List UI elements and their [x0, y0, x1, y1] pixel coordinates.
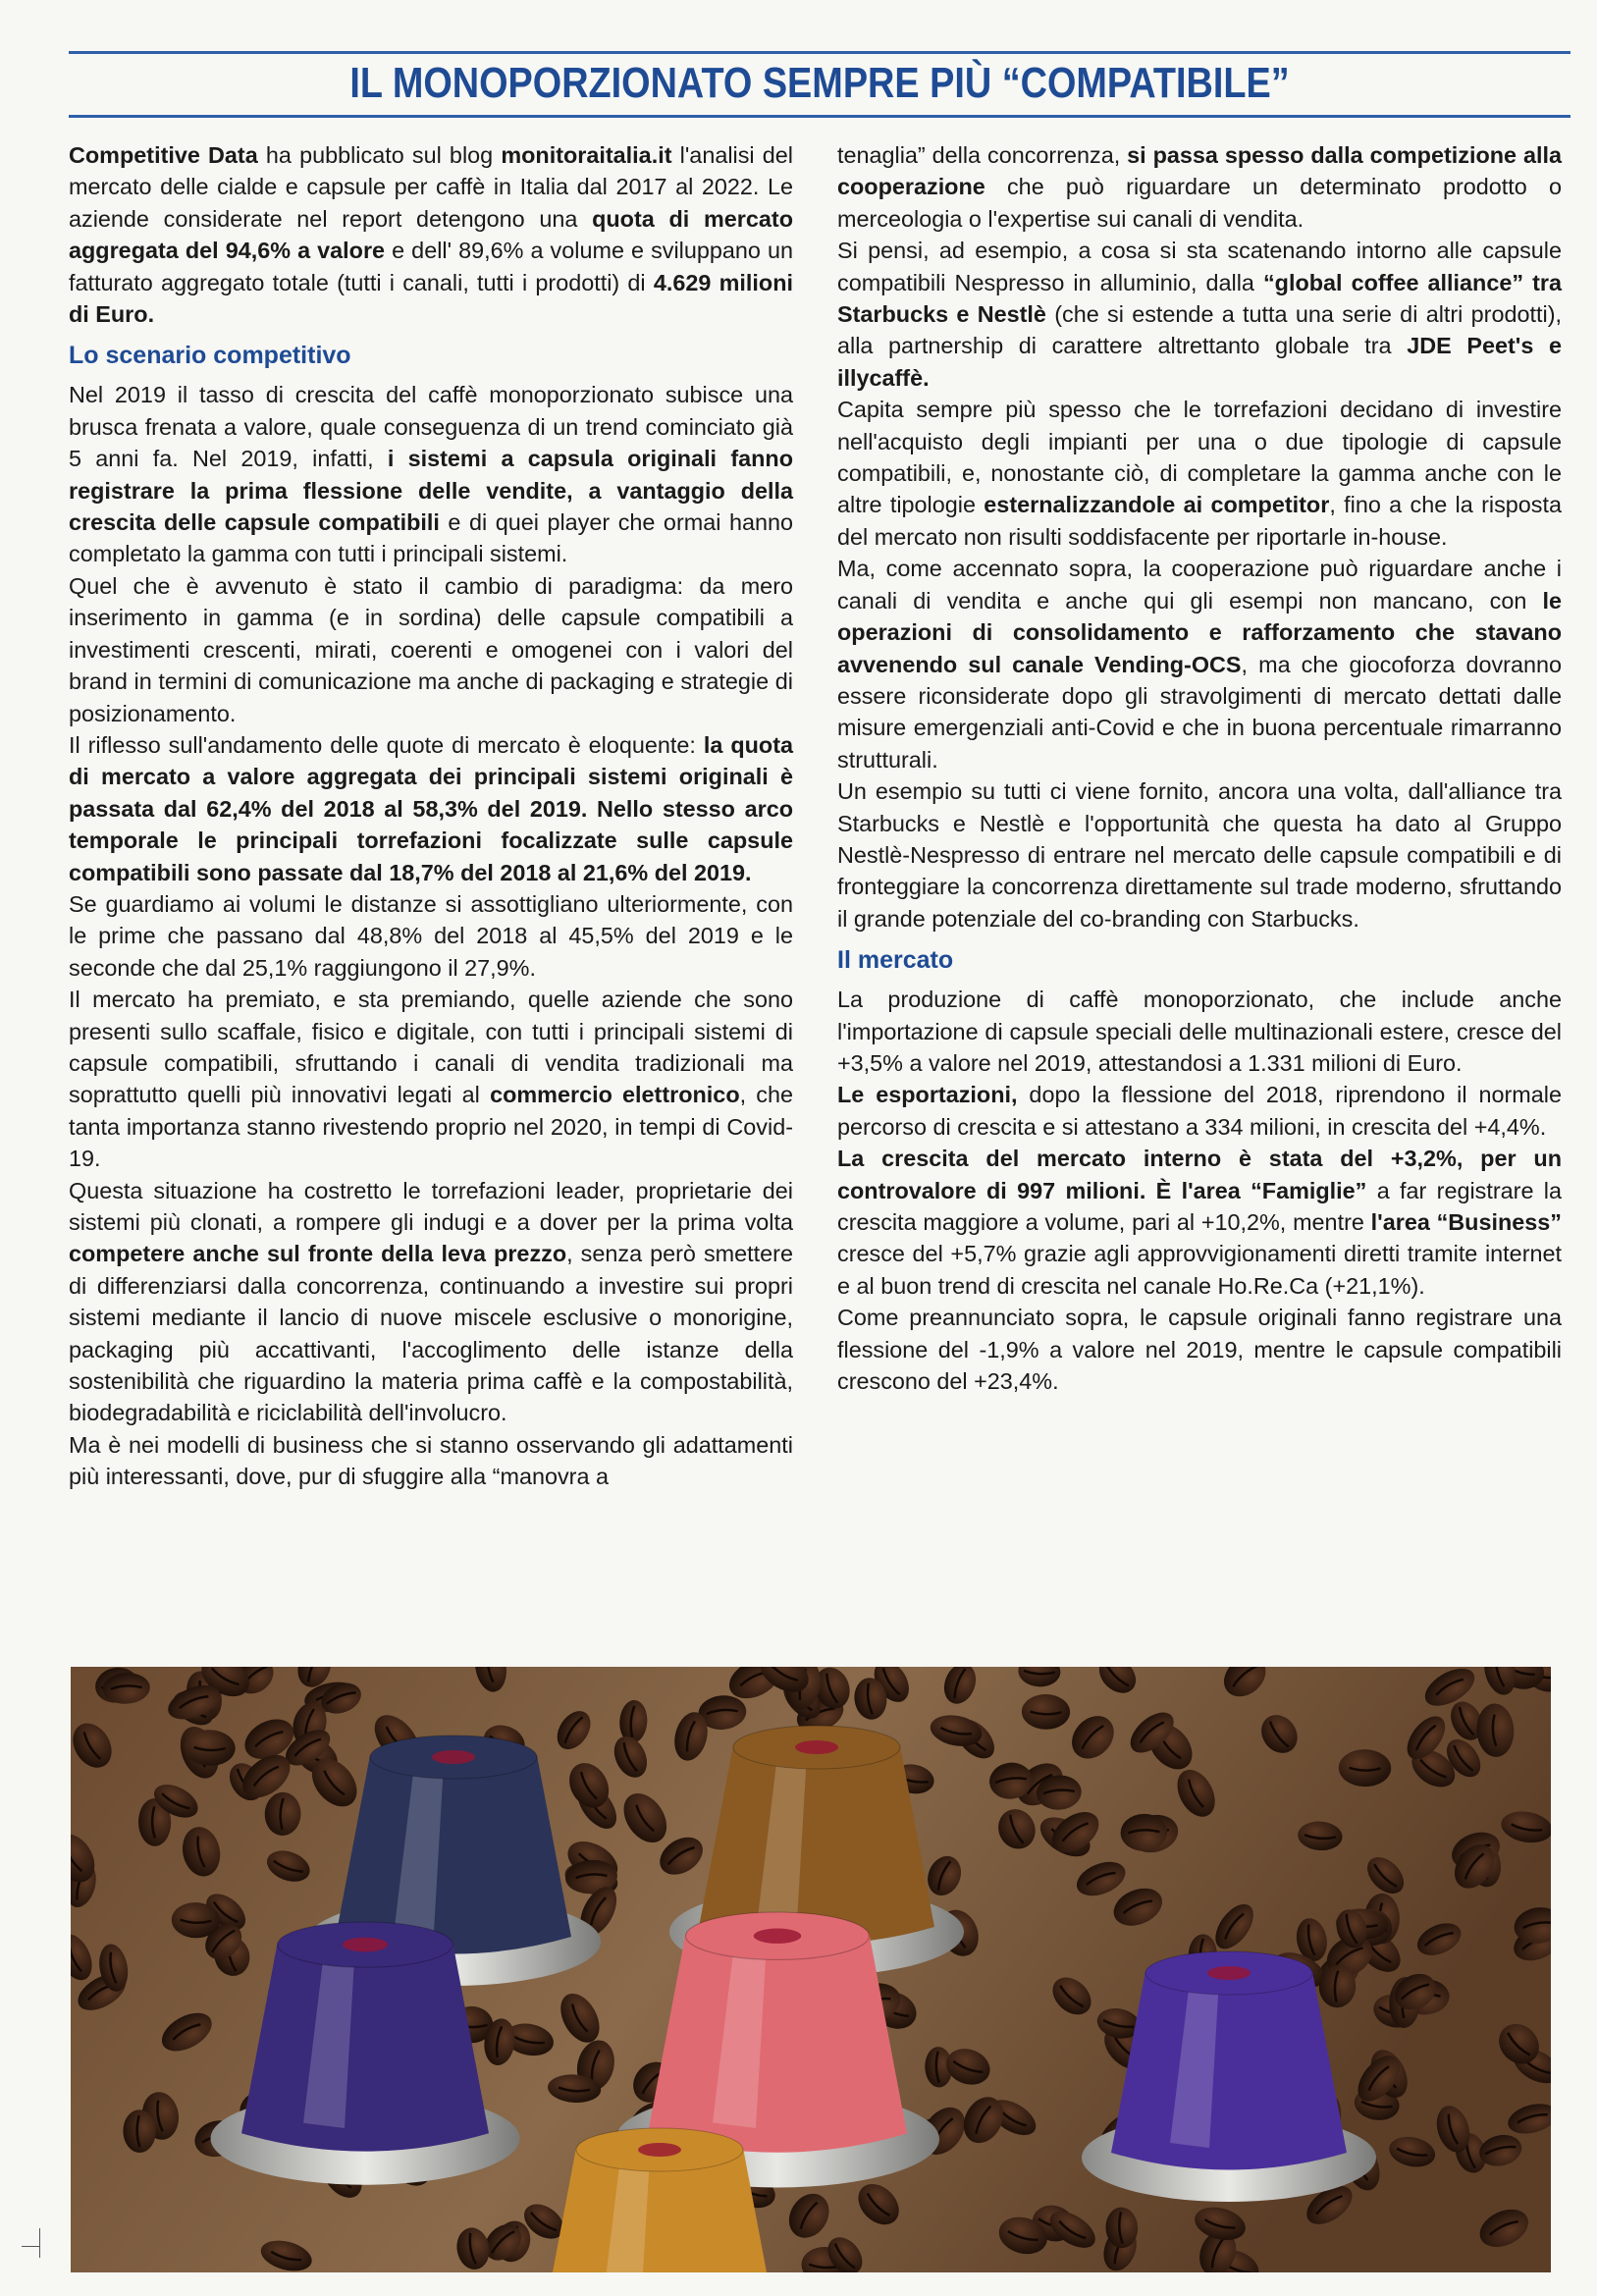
section-heading-scenario: Lo scenario competitivo — [69, 342, 351, 370]
paragraph: Capita sempre più spesso che le torrefazioni decidano di investire nell'acquisto degli impianti per una o due tipologie di capsule compatibili, e, nonostante ciò, di completare la gamma anche con le altre tipologie esternalizzandole ai competitor, fino a che la risposta del mercato non risulti soddisfacente per riportarle in-house. — [837, 397, 1562, 550]
paragraph: Nel 2019 il tasso di crescita del caffè monoporzionato subisce una brusca frenata a valore, quale conseguenza di un trend cominciato già 5 anni fa. Nel 2019, infatti, i sistemi a capsula originali fanno registrare la prima flessione delle vendite, a vantaggio della crescita delle capsule compatibili e di quei player che ormai hanno completato la gamma con tutti i principali sistemi. — [69, 382, 793, 567]
paragraph: Un esempio su tutti ci viene fornito, ancora una volta, dall'alliance tra Starbucks e Nestlè e l'opportunità che questa ha dato al Gruppo Nestlè-Nespresso di entrare nel mercato delle capsule compatibili e di fronteggiare la concorrenza direttamente sul trade moderno, sfruttando il grande potenziale del co-branding con Starbucks. — [837, 778, 1562, 932]
paragraph: Si pensi, ad esempio, a cosa si sta scatenando intorno alle capsule compatibili Nespresso in alluminio, dalla “global coffee alliance” tra Starbucks e Nestlè (che si estende a tutta una serie di altri prodotti), alla partnership di carattere altrettanto globale tra JDE Peet's e illycaffè. — [837, 238, 1562, 391]
article-title: IL MONOPORZIONATO SEMPRE PIÙ “COMPATIBILE” — [349, 59, 1290, 107]
paragraph: Quel che è avvenuto è stato il cambio di paradigma: da mero inserimento in gamma (e in sordina) delle capsule compatibili a investimenti crescenti, mirati, coerenti e omogenei con i valori del brand in termini di comunicazione ma anche di packaging e strategie di posizionamento. — [69, 572, 793, 726]
paragraph: La produzione di caffè monoporzionato, che include anche l'importazione di capsule speciali delle multinazionali estere, cresce del +3,5% a valore nel 2019, attestandosi a 1.331 milioni di Euro. — [837, 987, 1562, 1076]
paragraph: tenaglia” della concorrenza, si passa spesso dalla competizione alla cooperazione che può riguardare un determinato prodotto o merceologia o l'expertise sui canali di vendita. — [837, 142, 1562, 232]
coffee-capsules-photo — [71, 1667, 1551, 2272]
paragraph: Ma, come accennato sopra, la cooperazione può riguardare anche i canali di vendita e anche qui gli esempi non mancano, con le operazioni di consolidamento e rafforzamento che stavano avvenendo sul canale Vending-OCS, ma che giocoforza dovranno essere riconsiderate dopo gli stravolgimenti di mercato dettati dalle misure emergenziali anti-Covid e che in buona percentuale rimarranno strutturali. — [837, 556, 1563, 773]
paragraph: La crescita del mercato interno è stata del +3,2%, per un controvalore di 997 milioni. È l'area “Famiglie” a far registrare la crescita maggiore a volume, pari al +10,2%, mentre l'area “Business” cresce del +5,7% grazie agli approvvigionamenti diretti tramite internet e al buon trend di crescita nel canale Ho.Re.Ca (+21,1%). — [837, 1146, 1562, 1299]
left-column — [69, 139, 793, 1493]
title-underline — [69, 115, 1570, 118]
top-rule — [69, 51, 1570, 54]
crop-mark — [22, 2246, 39, 2247]
paragraph: Come preannunciato sopra, le capsule originali fanno registrare una flessione del -1,9% a valore nel 2019, mentre le capsule compatibili crescono del +23,4%. — [837, 1305, 1562, 1395]
paragraph: Le esportazioni, dopo la flessione del 2018, riprendono il normale percorso di crescita e si attestano a 334 milioni, in crescita del +4,4%. — [837, 1082, 1563, 1140]
right-column — [837, 139, 1562, 1397]
intro-paragraph: Competitive Data ha pubblicato sul blog monitoraitalia.it l'analisi del mercato delle cialde e capsule per caffè in Italia dal 2017 al 2022. Le aziende considerate nel report detengono una quota di mercato aggregata del 94,6% a valore e dell' 89,6% a volume e sviluppano un fatturato aggregato totale (tutti i canali, tutti i prodotti) di 4.629 milioni di Euro. — [69, 142, 794, 328]
paragraph: Il riflesso sull'andamento delle quote di mercato è eloquente: la quota di mercato a valore aggregata dei principali sistemi originali è passata dal 62,4% del 2018 al 58,3% del 2019. Nello stesso arco temporale le principali torrefazioni focalizzate sulle capsule compatibili sono passate dal 18,7% del 2018 al 21,6% del 2019. — [69, 731, 793, 885]
paragraph: Ma è nei modelli di business che si stanno osservando gli adattamenti più interessanti, dove, pur di sfuggire alla “manovra a — [69, 1431, 793, 1490]
section-heading-mercato: Il mercato — [837, 946, 954, 975]
paragraph: Se guardiamo ai volumi le distanze si assottigliano ulteriormente, con le prime che passano dal 48,8% del 2018 al 45,5% del 2019 e le seconde che dal 25,1% raggiungono il 27,9%. — [69, 890, 793, 981]
crop-mark — [39, 2228, 40, 2258]
paragraph: Questa situazione ha costretto le torrefazioni leader, proprietarie dei sistemi più clonati, a rompere gli indugi e a dover per la prima volta competere anche sul fronte della leva prezzo, senza però smettere di differenziarsi dalla concorrenza, continuando a investire sui propri sistemi mediante il lancio di nuove miscele esclusive o monorigine, packaging più accattivanti, l'accoglimento delle istanze della sostenibilità che riguardino la materia prima caffè e la compostabilità, biodegradabilità e riciclabilità dell'involucro. — [69, 1177, 793, 1426]
capsules-illustration — [71, 1667, 1551, 2272]
paragraph: Il mercato ha premiato, e sta premiando, quelle aziende che sono presenti sullo scaffale, fisico e digitale, con tutti i principali sistemi di capsule compatibili, sfruttando i canali di vendita tradizionali ma soprattutto quelli più innovativi legati al commercio elettronico, che tanta importanza stanno rivestendo proprio nel 2020, in tempi di Covid-19. — [69, 987, 793, 1172]
